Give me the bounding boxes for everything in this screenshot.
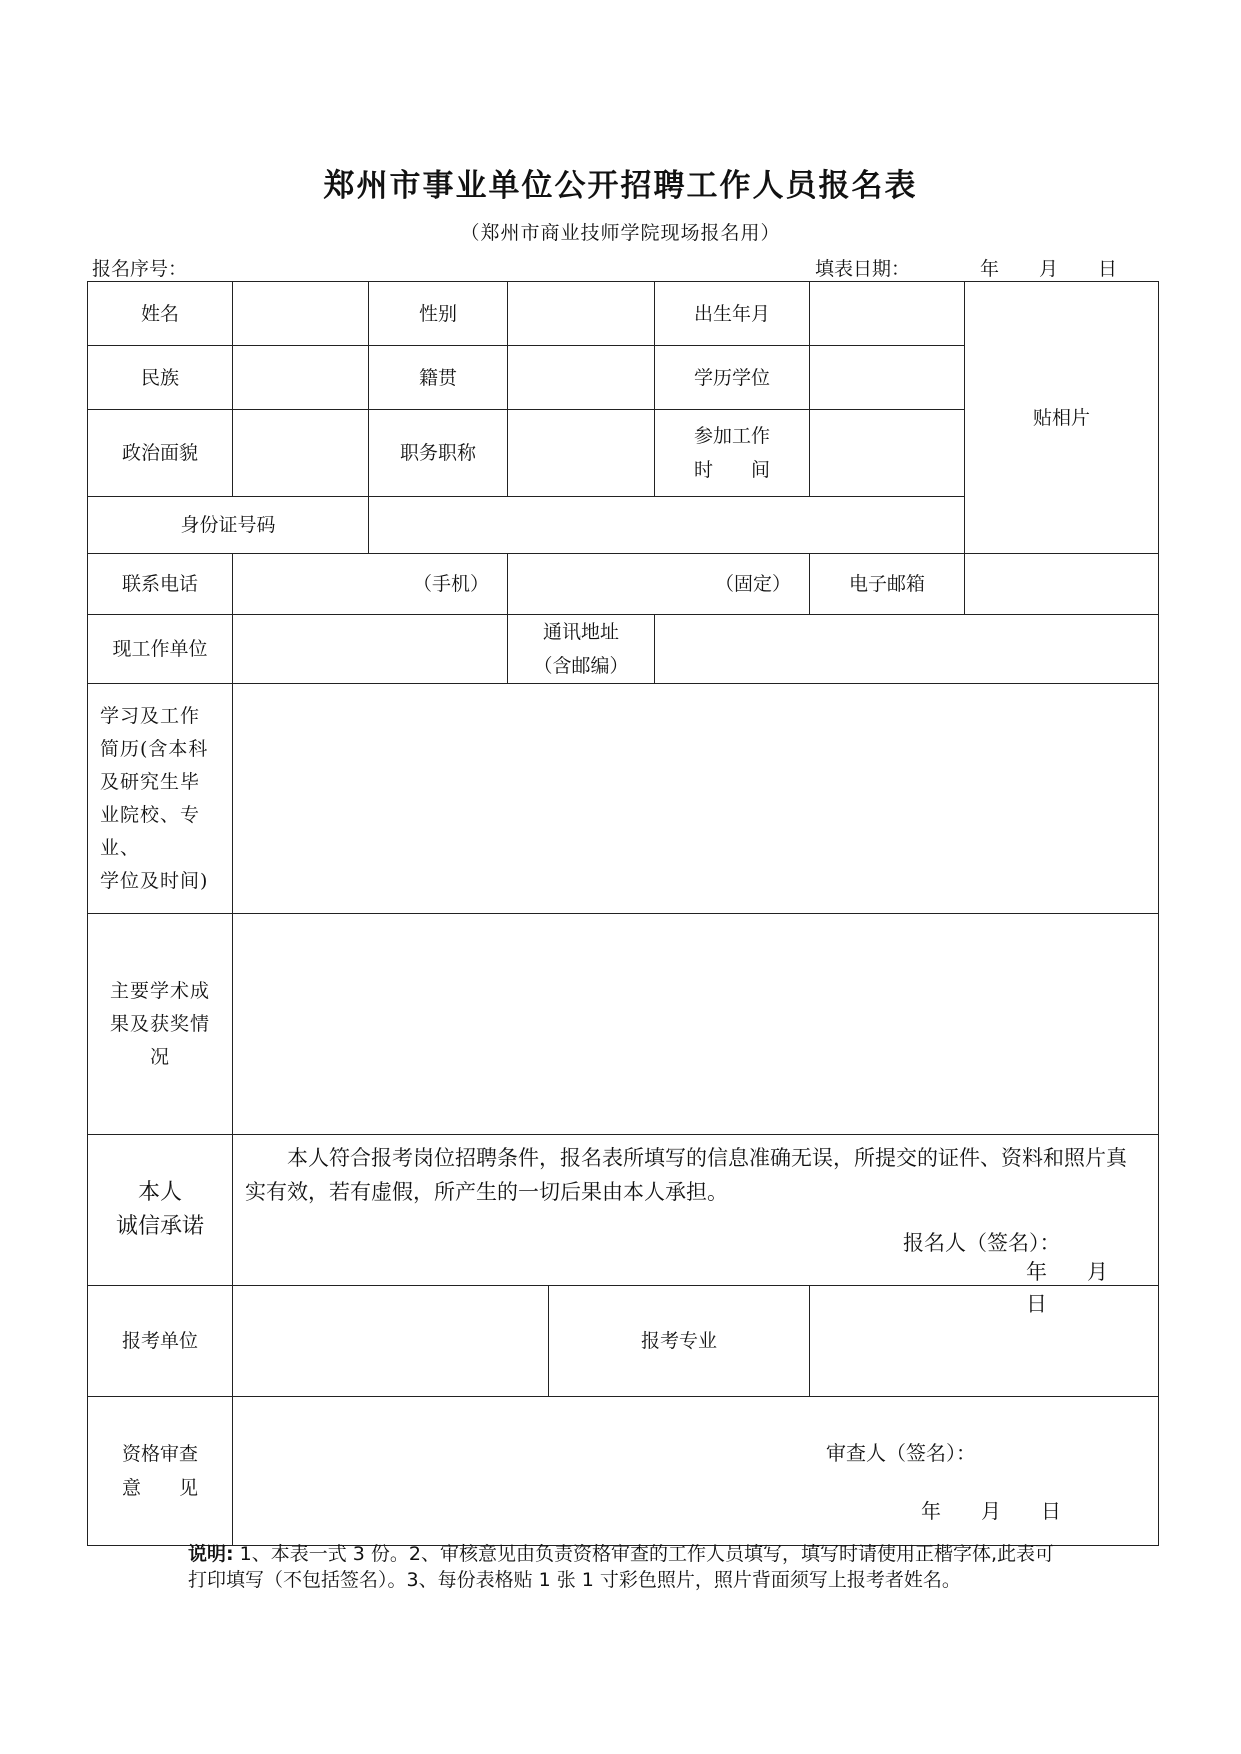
political-label: 政治面貌 [88, 410, 233, 497]
gender-label: 性别 [369, 282, 508, 346]
work-start-label-line2: 时 间 [694, 459, 771, 481]
name-field[interactable] [233, 282, 369, 346]
resume-field[interactable] [233, 684, 1159, 914]
promise-date[interactable] [1026, 1256, 1158, 1320]
mobile-label: （手机） [412, 573, 489, 595]
name-label: 姓名 [88, 282, 233, 346]
promise-cell [233, 1135, 1159, 1316]
id-number-field[interactable] [369, 497, 965, 554]
promise-date-day: 日 [1026, 1292, 1047, 1316]
serial-number-label: 报名序号： [92, 258, 188, 280]
fill-date-month: 月 [1039, 258, 1059, 280]
review-label-line2: 意 见 [121, 1477, 198, 1499]
photo-box[interactable] [965, 282, 1159, 554]
achievements-label [88, 914, 233, 1135]
native-place-field[interactable] [508, 346, 655, 410]
id-number-label: 身份证号码 [88, 497, 369, 554]
employer-field[interactable] [233, 615, 508, 684]
work-start-field[interactable] [810, 410, 965, 497]
birth-field[interactable] [810, 282, 965, 346]
resume-label-line: 简历(含本科 [100, 737, 209, 760]
fill-date-year: 年 [980, 258, 1000, 280]
achievements-label-line: 主要学术成 [109, 979, 210, 1002]
resume-label-line: 业院校、专业、 [100, 803, 201, 859]
employer-label: 现工作单位 [88, 615, 233, 684]
review-label-line1: 资格审查 [121, 1443, 198, 1465]
job-title-field[interactable] [508, 410, 655, 497]
address-field[interactable] [655, 615, 1159, 684]
fill-date-day: 日 [1098, 258, 1118, 280]
resume-label-line: 学位及时间) [100, 869, 209, 892]
email-field[interactable] [965, 554, 1159, 615]
promise-label [88, 1135, 233, 1286]
address-label-line2: （含邮编） [533, 655, 629, 677]
achievements-label-line: 果及获奖情 [109, 1012, 210, 1035]
landline-field[interactable] [508, 554, 810, 615]
form-subtitle: （郑州市商业技师学院现场报名用） [460, 222, 781, 244]
review-sign-label[interactable]: 审查人（签名）： [826, 1441, 976, 1465]
email-label: 电子邮箱 [810, 554, 965, 615]
review-label [88, 1397, 233, 1546]
resume-label-line: 学习及工作 [100, 704, 201, 727]
promise-sign-label[interactable]: 报名人（签名）： [903, 1231, 1061, 1255]
promise-text: 本人符合报考岗位招聘条件，报名表所填写的信息准确无误，所提交的证件、资料和照片真实有效，若有虚假，所产生的一切后果由本人承担。 [245, 1146, 1127, 1204]
review-date-year: 年 [921, 1499, 941, 1523]
apply-unit-field[interactable] [233, 1286, 549, 1397]
promise-label-line1: 本人 [137, 1180, 182, 1205]
political-field[interactable] [233, 410, 369, 497]
work-start-label [655, 410, 810, 497]
form-note-text: 1、本表一式 3 份。2、审核意见由负责资格审查的工作人员填写，填写时请使用正楷字体,此表可打印填写（不包括签名）。3、每份表格贴 1 张 1 寸彩色照片，照片背面须写上报考者姓名。 [188, 1543, 1055, 1591]
promise-date-month: 月 [1087, 1260, 1108, 1284]
ethnicity-label: 民族 [88, 346, 233, 410]
achievements-label-line: 况 [149, 1045, 170, 1068]
resume-label [88, 684, 233, 914]
resume-label-line: 及研究生毕 [100, 770, 201, 793]
review-date-month: 月 [981, 1499, 1001, 1523]
fill-date-label: 填表日期： [815, 258, 911, 280]
review-date[interactable] [921, 1495, 1061, 1527]
apply-unit-label: 报考单位 [88, 1286, 233, 1397]
form-note [188, 1541, 1068, 1593]
phone-label: 联系电话 [88, 554, 233, 615]
apply-major-label: 报考专业 [549, 1286, 810, 1397]
address-label-line1: 通讯地址 [543, 621, 620, 643]
work-start-label-line1: 参加工作 [694, 425, 771, 447]
address-label [508, 615, 655, 684]
ethnicity-field[interactable] [233, 346, 369, 410]
form-title: 郑州市事业单位公开招聘工作人员报名表 [323, 168, 918, 204]
achievements-field[interactable] [233, 914, 1159, 1135]
photo-label: 贴相片 [1033, 407, 1091, 429]
mobile-field[interactable] [233, 554, 508, 615]
native-place-label: 籍贯 [369, 346, 508, 410]
registration-form [87, 281, 1159, 1546]
promise-date-year: 年 [1026, 1260, 1047, 1284]
education-field[interactable] [810, 346, 965, 410]
gender-field[interactable] [508, 282, 655, 346]
promise-label-line2: 诚信承诺 [115, 1214, 204, 1239]
review-date-day: 日 [1041, 1499, 1061, 1523]
form-note-label: 说明: [188, 1543, 234, 1565]
job-title-label: 职务职称 [369, 410, 508, 497]
birth-label: 出生年月 [655, 282, 810, 346]
landline-label: （固定） [715, 573, 792, 595]
education-label: 学历学位 [655, 346, 810, 410]
review-cell[interactable] [233, 1397, 1159, 1546]
fill-date-fields [980, 254, 1117, 281]
